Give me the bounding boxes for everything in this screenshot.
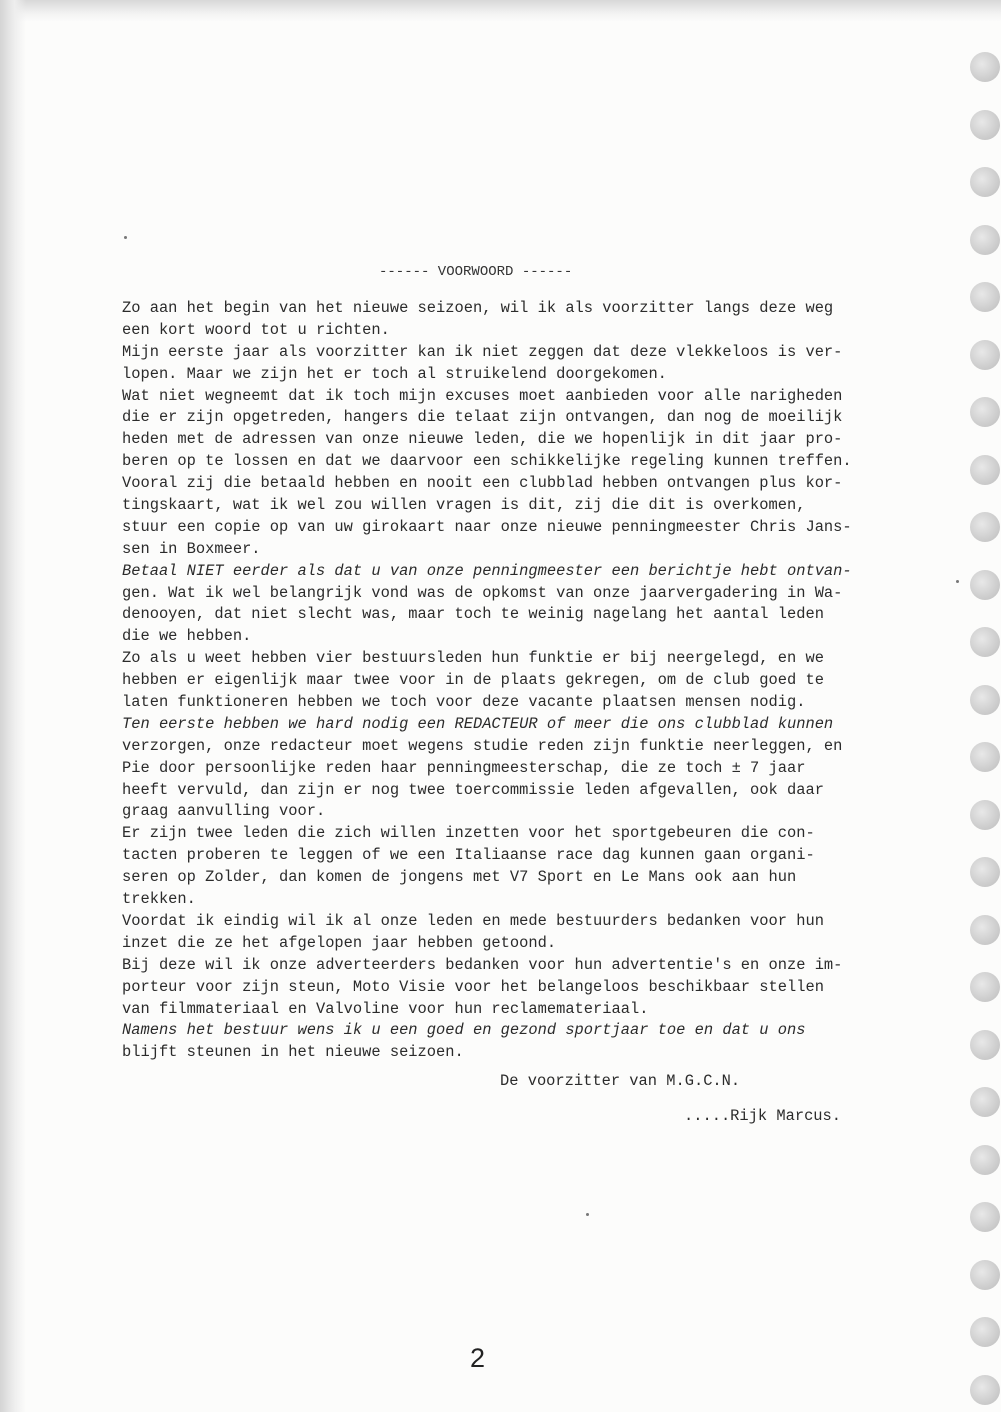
closing-line: De voorzitter van M.G.C.N. (500, 1072, 741, 1090)
text-line: trekken. (122, 890, 196, 909)
binder-hole (970, 1145, 1000, 1175)
binder-hole (970, 1087, 1000, 1117)
text-line: graag aanvulling voor. (122, 802, 326, 821)
binder-hole (970, 800, 1000, 830)
page-number: 2 (470, 1343, 486, 1373)
text-line: een kort woord tot u richten. (122, 320, 390, 339)
text-line: denooyen, dat niet slecht was, maar toch te weinig nagelang het aantal leden (122, 605, 824, 624)
speck (956, 580, 959, 583)
binder-hole (970, 857, 1000, 887)
text-line: seren op Zolder, dan komen de jongens met V7 Sport en Le Mans ook aan hun (122, 868, 797, 887)
text-line: beren op te lossen en dat we daarvoor een schikkelijke regeling kunnen treffen. (122, 452, 852, 471)
text-line: Wat niet wegneemt dat ik toch mijn excuses moet aanbieden voor alle narigheden (122, 386, 843, 405)
text-line: Zo aan het begin van het nieuwe seizoen, wil ik als voorzitter langs deze weg (122, 299, 834, 317)
text-line: Namens het bestuur wens ik u een goed en gezond sportjaar toe en dat u ons (122, 1021, 806, 1040)
binder-hole (970, 1202, 1000, 1232)
binder-hole (970, 1260, 1000, 1290)
text-line: Er zijn twee leden die zich willen inzetten voor het sportgebeuren die con- (122, 824, 815, 843)
page-heading: ------ VOORWOORD ------ (379, 264, 573, 280)
text-line: die we hebben. (122, 627, 252, 646)
text-line: van filmmateriaal en Valvoline voor hun reclamemateriaal. (122, 999, 649, 1018)
text-line: Bij deze wil ik onze adverteerders bedanken voor hun advertentie's en onze im- (122, 955, 843, 974)
binder-hole (970, 455, 1000, 485)
binder-holes (966, 0, 1001, 1412)
text-line: Zo als u weet hebben vier bestuursleden hun funktie er bij neergelegd, en we (122, 649, 824, 668)
text-line: lopen. Maar we zijn het er toch al struikelend doorgekomen. (122, 364, 667, 383)
binder-hole (970, 1375, 1000, 1405)
binder-hole (970, 52, 1000, 82)
binder-hole (970, 685, 1000, 715)
binder-hole (970, 1317, 1000, 1347)
binder-hole (970, 340, 1000, 370)
text-line: heden met de adressen van onze nieuwe leden, die we hopenlijk in dit jaar pro- (122, 430, 843, 449)
text-line: blijft steunen in het nieuwe seizoen. (122, 1043, 464, 1062)
text-line: Mijn eerste jaar als voorzitter kan ik niet zeggen dat deze vlekkeloos is ver- (122, 342, 843, 361)
speck (586, 1213, 589, 1216)
binder-hole (970, 570, 1000, 600)
binder-hole (970, 397, 1000, 427)
text-line: verzorgen, onze redacteur moet wegens studie reden zijn funktie neerleggen, en (122, 736, 843, 755)
binder-hole (970, 972, 1000, 1002)
text-line: heeft vervuld, dan zijn er nog twee toercommissie leden afgevallen, ook daar (122, 780, 824, 799)
text-line: hebben er eigenlijk maar twee voor in de plaats gekregen, om de club goed te (122, 671, 824, 690)
text-line: stuur een copie op van uw girokaart naar onze nieuwe penningmeester Chris Jans- (122, 517, 852, 536)
text-line: Voordat ik eindig wil ik al onze leden en mede bestuurders bedanken voor hun (122, 911, 824, 930)
text-line: Betaal NIET eerder als dat u van onze penningmeester een berichtje hebt ontvan- (122, 561, 852, 580)
text-line: Vooral zij die betaald hebben en nooit een clubblad hebben ontvangen plus kor- (122, 474, 843, 493)
binder-hole (970, 915, 1000, 945)
binder-hole (970, 225, 1000, 255)
binder-hole (970, 167, 1000, 197)
text-line: inzet die ze het afgelopen jaar hebben getoond. (122, 933, 557, 952)
signature-line: .....Rijk Marcus. (684, 1107, 842, 1125)
text-line: sen in Boxmeer. (122, 539, 261, 558)
text-line: gen. Wat ik wel belangrijk vond was de opkomst van onze jaarvergadering in Wa- (122, 583, 843, 602)
binder-hole (970, 742, 1000, 772)
text-line: tacten proberen te leggen of we een Italiaanse race dag kunnen gaan organi- (122, 846, 815, 865)
page-left-shadow (0, 0, 26, 1412)
binder-hole (970, 282, 1000, 312)
foreword-text (122, 298, 942, 1064)
binder-hole (970, 1030, 1000, 1060)
text-line: laten funktioneren hebben we toch voor deze vacante plaatsen mensen nodig. (122, 693, 806, 712)
text-line: Ten eerste hebben we hard nodig een REDACTEUR of meer die ons clubblad kunnen (122, 714, 834, 733)
page-top-shadow (0, 0, 1001, 22)
binder-hole (970, 110, 1000, 140)
binder-hole (970, 512, 1000, 542)
binder-hole (970, 627, 1000, 657)
text-line: porteur voor zijn steun, Moto Visie voor het belangeloos beschikbaar stellen (122, 977, 824, 996)
text-line: tingskaart, wat ik wel zou willen vragen is dit, zij die dit is overkomen, (122, 496, 806, 515)
text-line: Pie door persoonlijke reden haar penningmeesterschap, die ze toch ± 7 jaar (122, 758, 806, 777)
speck (124, 236, 127, 239)
text-line: die er zijn opgetreden, hangers die telaat zijn ontvangen, dan nog de moeilijk (122, 408, 843, 427)
